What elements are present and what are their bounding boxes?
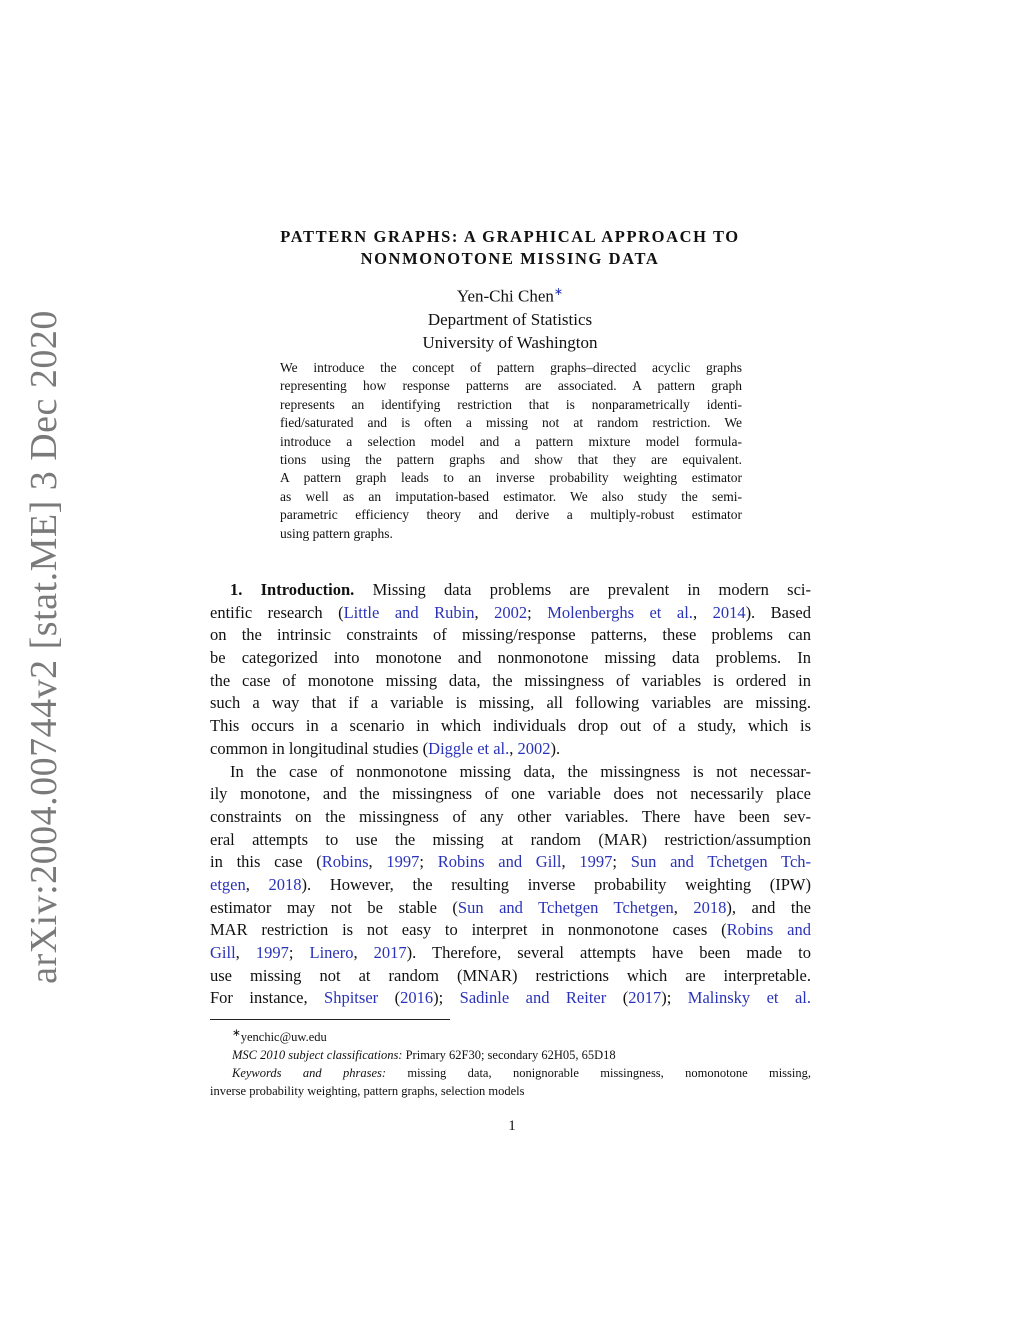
citation-link[interactable]: etgen <box>210 874 246 894</box>
author-department: Department of Statistics <box>427 309 593 329</box>
page-number: 1 <box>508 1118 516 1134</box>
text-line: be categorized into monotone and nonmonotone missing data problems. In <box>210 648 811 668</box>
keywords-line-1: missing data, nonignorable missingness, nomonotone missing, <box>407 1066 812 1081</box>
footnote-keywords <box>210 1064 811 1082</box>
abstract-line: parametric efficiency theory and derive a multiply-robust estimator <box>280 507 742 523</box>
arxiv-stamp-text: arXiv:2004.00744v2 [stat.ME] 3 Dec 2020 <box>23 310 65 984</box>
abstract-line: We introduce the concept of pattern graphs–directed acyclic graphs <box>280 360 742 375</box>
citation-link[interactable]: Sadinle and Reiter <box>459 988 607 1008</box>
text-line: etgen, 2018). However, the resulting inverse probability weighting (IPW) <box>210 874 811 894</box>
text-line: common in longitudinal studies (Diggle et al., 2002). <box>210 738 561 758</box>
abstract-line: tions using the pattern graphs and show that they are equivalent. <box>280 451 742 467</box>
text-line: such a way that if a variable is missing, all following variables are missing. <box>210 693 811 713</box>
citation-link[interactable]: 2018 <box>693 897 727 917</box>
citation-link[interactable]: Shpitser <box>324 988 379 1008</box>
author-university: University of Washington <box>422 332 598 352</box>
title-line-1: PATTERN GRAPHS: A GRAPHICAL APPROACH TO <box>280 227 740 246</box>
citation-link[interactable]: Robins and Gill <box>437 852 562 872</box>
text-line: ily monotone, and the missingness of one variable does not necessarily place <box>210 784 811 804</box>
msc-value: Primary 62F30; secondary 62H05, 65D18 <box>405 1048 616 1063</box>
text-line: constraints on the missingness of any other variables. There have been sev- <box>210 806 811 826</box>
author-block <box>200 281 820 354</box>
citation-link[interactable]: 1997 <box>386 852 420 872</box>
footnotes <box>210 1025 811 1100</box>
citation-link[interactable]: Sun and Tchetgen Tchetgen <box>457 897 674 917</box>
footnote-divider <box>210 1019 450 1020</box>
citation-link[interactable]: Linero <box>309 943 354 962</box>
text-line: MAR restriction is not easy to interpret in nonmonotone cases (Robins and <box>210 920 811 940</box>
text-line: In the case of nonmonotone missing data, the missingness is not necessar- <box>230 761 811 781</box>
text-line: This occurs in a scenario in which individuals drop out of a study, which is <box>210 716 811 736</box>
citation-link[interactable]: 2017 <box>628 988 662 1008</box>
text-line: entific research (Little and Rubin, 2002; Molenberghs et al., 2014). Based <box>210 602 812 622</box>
abstract <box>280 359 742 543</box>
citation-link[interactable]: Sun and Tchetgen Tch- <box>630 852 812 872</box>
text-line: use missing not at random (MNAR) restrictions which are interpretable. <box>210 965 811 985</box>
text-line: in this case (Robins, 1997; Robins and Gill, 1997; Sun and Tchetgen Tch- <box>210 852 812 872</box>
title-line-2: NONMONOTONE MISSING DATA <box>360 249 660 268</box>
citation-link[interactable]: Diggle et al. <box>428 738 510 758</box>
paper-title <box>200 226 820 270</box>
text-line: estimator may not be stable (Sun and Tchetgen Tchetgen, 2018), and the <box>210 897 811 917</box>
footnote-email-mark: ∗ <box>232 1028 241 1039</box>
citation-link[interactable]: 1997 <box>255 943 289 962</box>
citation-link[interactable]: Robins and <box>726 920 811 940</box>
keywords-line-2: inverse probability weighting, pattern graphs, selection models <box>210 1084 525 1099</box>
text-line: eral attempts to use the missing at random (MAR) restriction/assumption <box>210 829 811 849</box>
citation-link[interactable]: Malinsky et al. <box>687 988 811 1008</box>
author-footnote-mark[interactable]: ∗ <box>553 286 564 298</box>
introduction-section <box>210 579 811 1010</box>
citation-link[interactable]: Gill <box>210 943 236 962</box>
text-line: 1. Introduction. Missing data problems are prevalent in modern sci- <box>230 580 811 599</box>
abstract-line: as well as an imputation-based estimator. We also study the semi- <box>280 488 742 504</box>
citation-link[interactable]: 2017 <box>373 943 407 962</box>
text-line: on the intrinsic constraints of missing/response patterns, these problems can <box>210 625 811 645</box>
author-name: Yen-Chi Chen <box>456 286 554 306</box>
citation-link[interactable]: 2002 <box>494 602 528 622</box>
citation-link[interactable]: Robins <box>321 852 369 872</box>
citation-link[interactable]: 1997 <box>579 852 613 872</box>
citation-link[interactable]: Little and Rubin <box>343 602 475 622</box>
citation-link[interactable]: 2018 <box>268 874 302 894</box>
citation-link[interactable]: Molenberghs et al. <box>547 602 693 622</box>
citation-link[interactable]: 2002 <box>517 738 551 758</box>
text-line: Gill, 1997; Linero, 2017). Therefore, several attempts have been made to <box>210 943 812 962</box>
msc-label: MSC 2010 subject classifications: <box>232 1048 403 1063</box>
citation-link[interactable]: 2014 <box>712 602 746 622</box>
abstract-line: A pattern graph leads to an inverse probability weighting estimator <box>280 470 742 486</box>
abstract-line: introduce a selection model and a pattern mixture model formula- <box>280 433 742 449</box>
keywords-label: Keywords and phrases: <box>232 1066 387 1081</box>
footnote-msc <box>210 1046 811 1064</box>
citation-link[interactable]: 2016 <box>400 988 434 1008</box>
footnote-email <box>210 1025 811 1046</box>
abstract-line: fied/saturated and is often a missing not at random restriction. We <box>280 415 742 431</box>
abstract-line: represents an identifying restriction that is nonparametrically identi- <box>280 396 742 412</box>
text-line: For instance, Shpitser (2016); Sadinle and Reiter (2017); Malinsky et al. <box>210 988 811 1008</box>
abstract-line: using pattern graphs. <box>280 525 393 541</box>
section-heading: 1. Introduction. <box>230 580 373 599</box>
email-address[interactable]: yenchic@uw.edu <box>240 1030 327 1045</box>
abstract-line: representing how response patterns are associated. A pattern graph <box>280 378 742 394</box>
author-name-line <box>200 281 820 308</box>
text-line: the case of monotone missing data, the missingness of variables is ordered in <box>210 670 811 690</box>
arxiv-stamp <box>20 310 68 984</box>
